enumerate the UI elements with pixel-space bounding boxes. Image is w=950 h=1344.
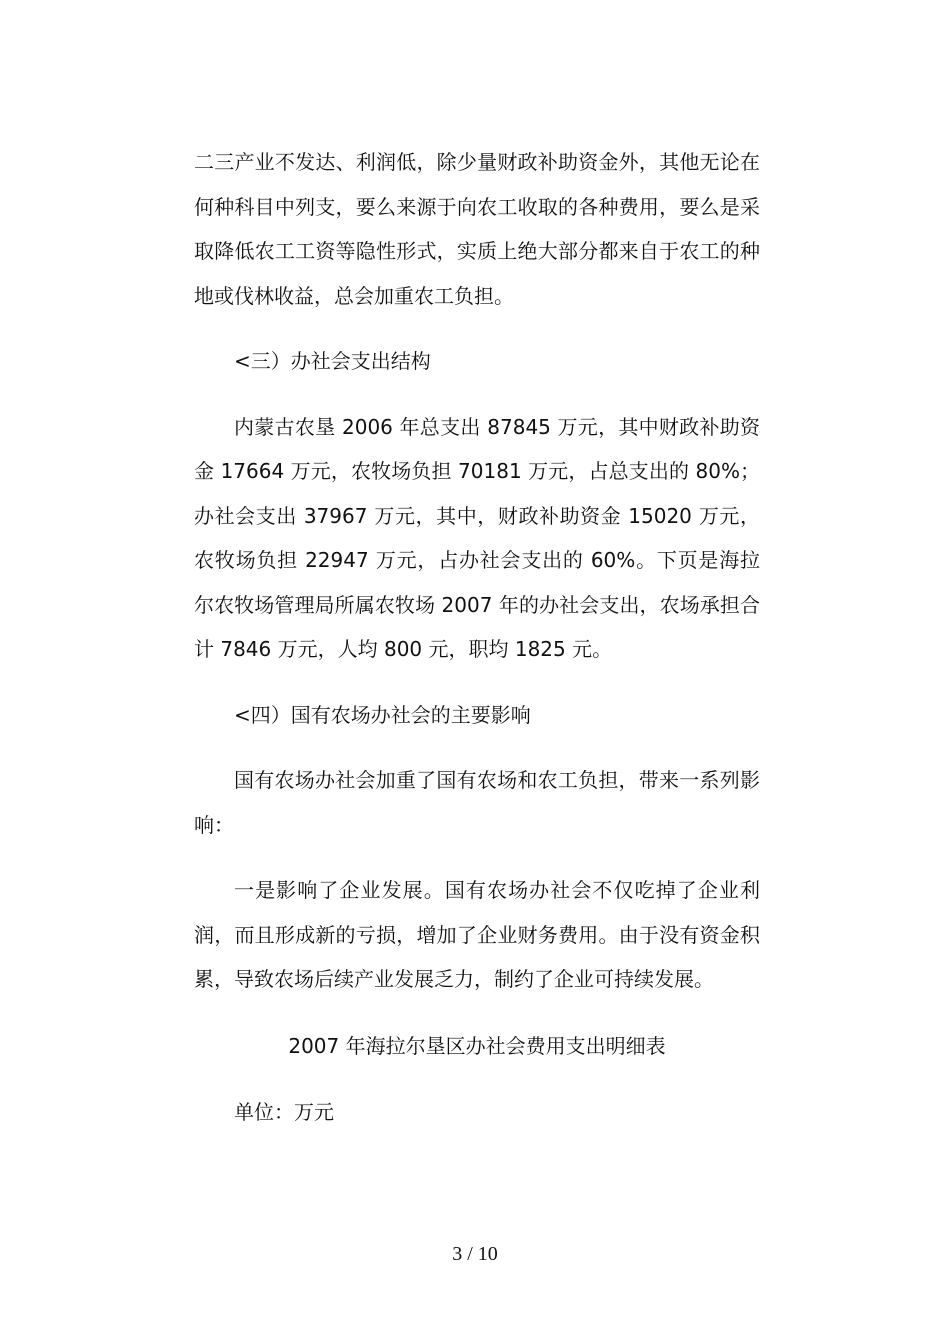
page-number: 3 / 10 [452,1243,498,1265]
table-title: 2007 年海拉尔垦区办社会费用支出明细表 [288,1033,666,1058]
paragraph-continuation: 二三产业不发达、利润低，除少量财政补助资金外，其他无论在何种科目中列支，要么来源于向农工收取的各种费用，要么是采取降低农工工资等隐性形式，实质上绝大部分都来自于农工的种地或伐林收益，总会加重农工负担。 [194,150,760,308]
section-heading-main-impacts: <四）国有农场办社会的主要影响 [234,702,531,727]
section-heading-expenditure-structure: <三）办社会支出结构 [234,349,431,373]
unit-label: 单位：万元 [234,1100,334,1124]
paragraph-impacts-intro: 国有农场办社会加重了国有农场和农工负担，带来一系列影响： [194,768,760,837]
paragraph-impact-one: 一是影响了企业发展。国有农场办社会不仅吃掉了企业利润，而且形成新的亏损，增加了企业财务费用。由于没有资金积累，导致农场后续产业发展乏力，制约了企业可持续发展。 [194,878,760,991]
paragraph-expenditure-figures: 内蒙古农垦 2006 年总支出 87845 万元，其中财政补助资金 17664 万元，农牧场负担 70181 万元，占总支出的 80%；办社会支出 37967 万元，其中，财政补助资金 15020 万元，农牧场负担 22947 万元，占办社会支出的 60%。下页是海拉尔农牧场管理局所属农牧场 2007 年的办社会支出，农场承担合计 7846 万元，人均 800 元，职均 1825 元。 [194,414,760,661]
document-body [194,140,760,1135]
